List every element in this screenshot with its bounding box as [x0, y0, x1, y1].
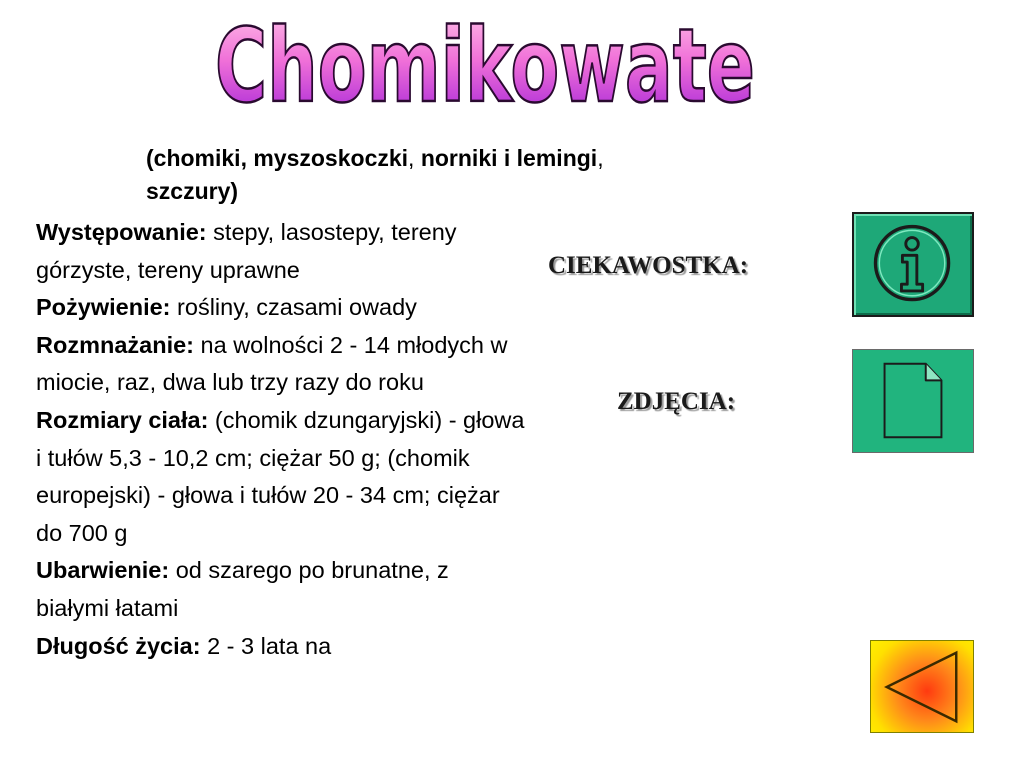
fact-item — [36, 402, 526, 552]
fact-label: Pożywienie: — [36, 294, 171, 321]
fact-item — [36, 552, 526, 627]
subtitle-part: (chomiki, myszoskoczki — [146, 145, 409, 171]
subtitle-separator: , — [597, 145, 604, 171]
fact-text: stepy, lasostepy, tereny górzyste, tereny uprawne — [36, 219, 457, 283]
fact-label: Rozmnażanie: — [36, 331, 194, 358]
fact-item — [36, 214, 526, 289]
fact-text: od szarego po brunatne, z białymi łatami — [36, 557, 449, 621]
fact-label: Rozmiary ciała: — [36, 406, 209, 433]
fact-item — [36, 327, 526, 402]
fact-text: (chomik dzungaryjski) - głowa i tułów 5,3 - 10,2 cm; ciężar 50 g; (chomik europejski) - głowa i tułów 20 - 34 cm; ciężar do 700 g — [36, 406, 525, 546]
photos-button[interactable] — [852, 349, 974, 453]
fact-label: Długość życia: — [36, 632, 201, 659]
facts-list — [36, 214, 526, 665]
info-button[interactable] — [852, 212, 974, 317]
subtitle-separator: , — [408, 145, 421, 171]
page-title — [195, 0, 775, 126]
fact-text: rośliny, czasami owady — [170, 294, 417, 321]
info-icon — [854, 214, 972, 315]
title-text: Chomikowate — [215, 7, 755, 126]
fact-item — [36, 289, 526, 327]
subtitle — [146, 142, 786, 208]
photos-label: ZDJĘCIA: — [617, 388, 736, 415]
subtitle-part: szczury) — [146, 178, 239, 204]
back-arrow-icon — [871, 641, 973, 732]
subtitle-part: norniki i lemingi — [420, 145, 598, 171]
fact-item — [36, 628, 526, 666]
fact-text: 2 - 3 lata na — [200, 632, 332, 659]
fact-text: na wolności 2 - 14 młodych w miocie, raz, dwa lub trzy razy do roku — [36, 331, 508, 396]
back-button[interactable] — [870, 640, 974, 733]
curiosity-label: CIEKAWOSTKA: — [548, 252, 749, 279]
fact-label: Występowanie: — [36, 219, 207, 245]
fact-label: Ubarwienie: — [36, 557, 170, 584]
document-icon — [853, 350, 973, 452]
